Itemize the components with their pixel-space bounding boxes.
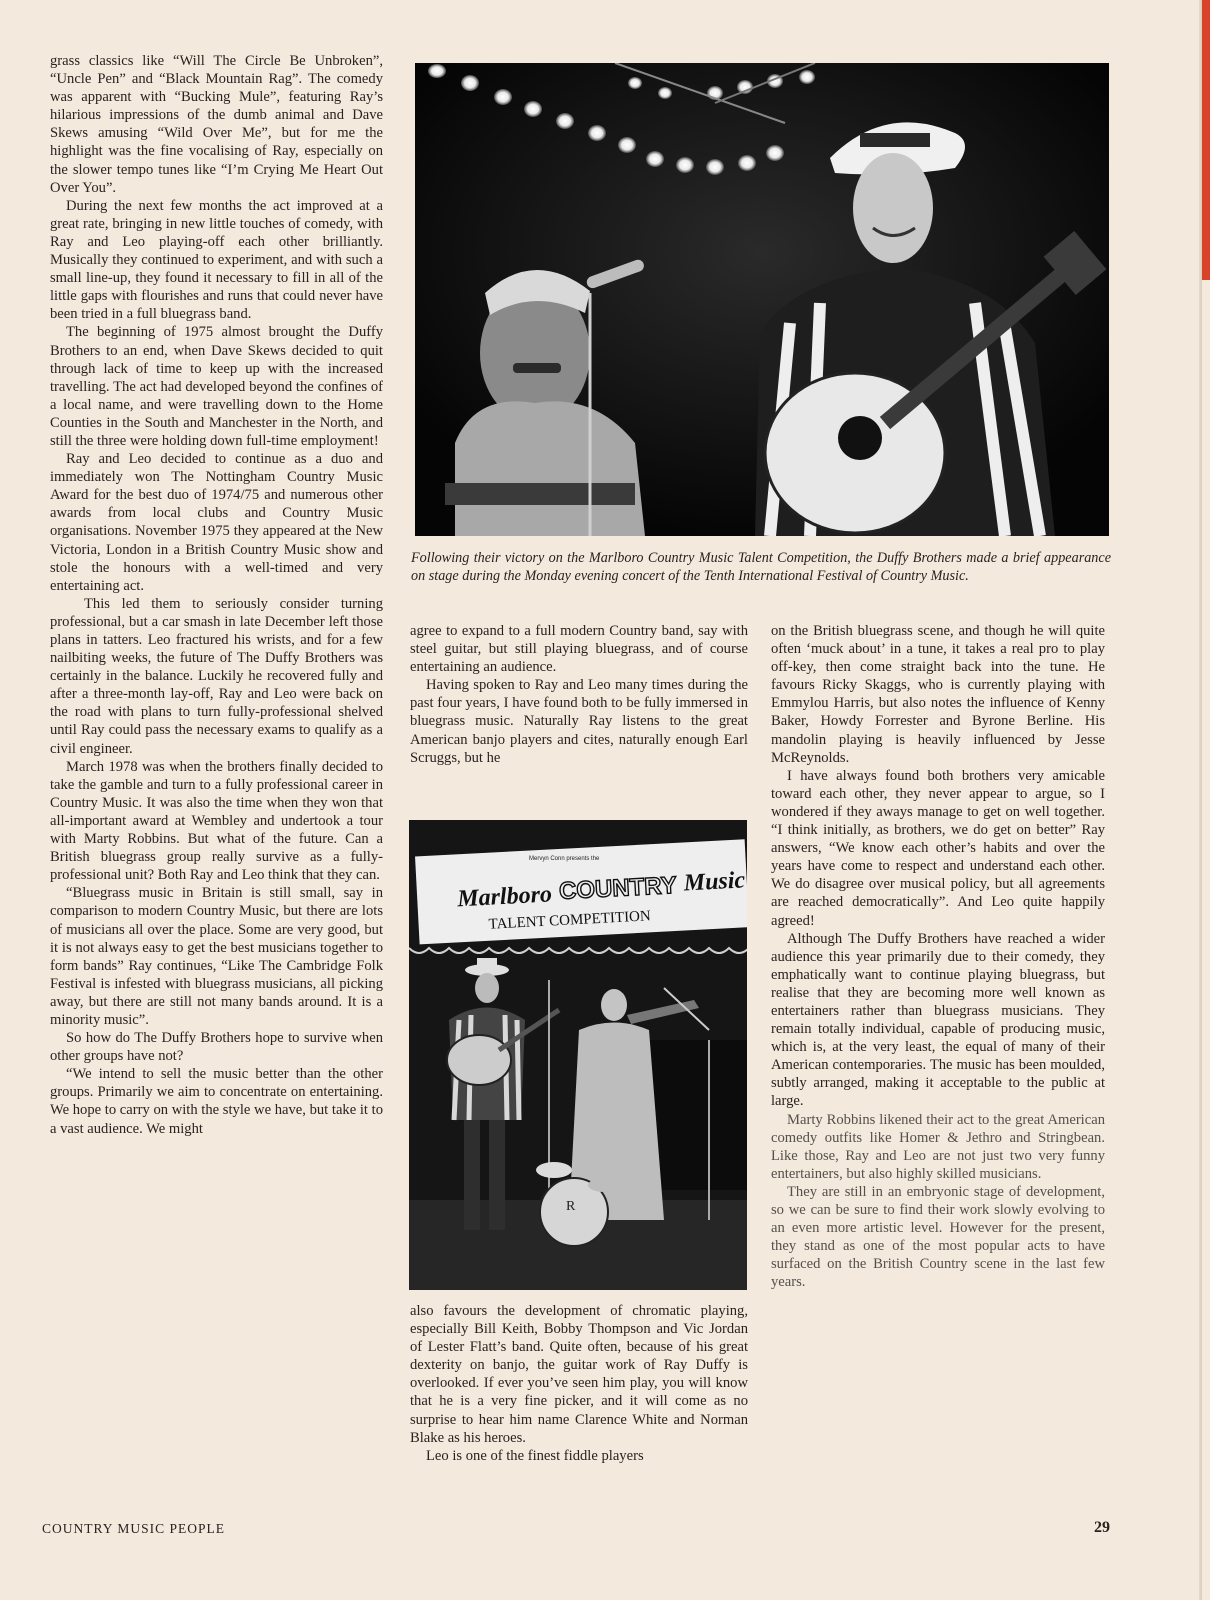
competition-stage-illustration [409,820,747,1290]
paragraph: So how do The Duffy Brothers hope to survive when other groups have not? [50,1030,383,1065]
paragraph: “Bluegrass music in Britain is still small, say in comparison to modern Country Music, but there are lots of musicians all over the place. Some are very good, but it is not always easy to get the best musicians together to form bands” Ray continues, “Like The Cambridge Folk Festival is infested with bluegrass musicians, all picking away, but there are still not many bands around. It is a minority music”. [50,885,383,1028]
paragraph: also favours the development of chromatic playing, especially Bill Keith, Bobby Thompson and Vic Jordan of Lester Flatt’s band. Quite often, because of his great dexterity on banjo, the guitar work of Ray Duffy is overlooked. If ever you’ve seen him play, you will know that he is a very fine picker, and it will come as no surprise to hear him name Clarence White and Norman Blake as his heroes. [410,1303,748,1446]
article-column-2-continued [410,1302,748,1465]
magazine-title: COUNTRY MUSIC PEOPLE [42,1521,226,1536]
paragraph: agree to expand to a full modern Country band, say with steel guitar, but still playing bluegrass, and of course entertaining an audience. [410,623,748,676]
paragraph: This led them to seriously consider turning professional, but a car smash in late December left those plans in tatters. Leo fractured his wrists, and for a few nailbiting weeks, the future of The Duffy Brothers was certainly in the balance. Luckily he recovered fully and after a three-month lay-off, Ray and Leo were back on the road with plans to turn fully-professional shelved until Ray could pass the necessary exams to qualify as a civil engineer. [50,595,383,757]
banner-presenter-text: Mervyn Conn presents the [529,856,600,862]
banner-country-text: COUNTRY [558,871,678,906]
paragraph: Having spoken to Ray and Leo many times during the past four years, I have found both to be fully immersed in bluegrass music. Naturally Ray listens to the great American banjo players and cites, naturally enough Earl Scruggs, but he [410,677,748,766]
paragraph: Marty Robbins likened their act to the great American comedy outfits like Homer & Jethro and Stringbean. Like those, Ray and Leo are not just two very funny entertainers, but also highly skilled musicians. [771,1111,1105,1182]
paragraph: Although The Duffy Brothers have reached a wider audience this year primarily due to their comedy, they emphatically want to continue playing bluegrass, but realise that they are becoming more well known as entertainers rather than bluegrass musicians. They remain totally individual, capable of producing music, which is, at the very least, the equal of many of their American contemporaries. The music has been moulded, subtly arranged, making it acceptable to the public at large. [771,930,1105,1110]
banner-subtitle-text: TALENT COMPETITION [488,908,652,933]
stage-photo-duffy-brothers [415,63,1109,536]
paragraph: They are still in an embryonic stage of development, so we can be sure to find their work slowly evolving to an even more artistic level. However for the present, they stand as one of the most popular acts to have surfaced on the British Country scene in the last few years. [771,1183,1105,1291]
paragraph: I have always found both brothers very amicable toward each other, they never appear to argue, so I wondered if they aways manage to get on well together. “I think initially, as brothers, we do get on better” Ray answers, “We know each other’s habits and over the years have come to respect and understand each other. We do disagree over musical policy, but all agreements are reached democratically”. And Leo quite happily agreed! [771,767,1105,929]
stage-photo-illustration [415,63,1109,536]
paragraph: on the British bluegrass scene, and though he will quite often ‘muck about’ in a tune, it takes a real pro to play off-key, then come straight back into the tune. He favours Ricky Skaggs, who is currently playing with Emmylou Harris, but also notes the influence of Kenny Baker, Howdy Forrester and Byrone Berline. His mandolin playing is heavily influenced by Jesse McReynolds. [771,623,1105,766]
page-number: 29 [1094,1519,1110,1536]
photo-caption: Following their victory on the Marlboro Country Music Talent Competition, the Duffy Brothers made a brief appearance on stage during the Monday evening concert of the Tenth International Festival of Country Music. [411,550,1111,585]
paragraph: Leo is one of the finest fiddle players [426,1447,644,1464]
paragraph: The beginning of 1975 almost brought the Duffy Brothers to an end, when Dave Skews decided to quit through lack of time to keep up with the increased travelling. The act had developed beyond the confines of a local name, and were travelling down to the Home Counties in the South and Manchester in the North, and still the three were holding down full-time employment! [50,324,383,449]
article-column-3 [771,622,1105,1291]
page-edge-color-tab [1202,0,1210,280]
banner-music-text: Music [683,867,746,897]
talent-competition-photo [409,820,747,1290]
paragraph: During the next few months the act improved at a great rate, bringing in new little touches of comedy, with Ray and Leo playing-off each other brilliantly. Musically they continued to experiment, and with such a small line-up, they found it necessary to fill in all of the little gaps with flourishes and runs that could never have been tried in a full bluegrass band. [50,197,383,323]
paragraph: grass classics like “Will The Circle Be Unbroken”, “Uncle Pen” and “Black Mountain Rag”. The comedy was apparent with “Bucking Mule”, featuring Ray’s hilarious impressions of the dumb animal and Dave Skews amusing “Wild Over Me”, but for me the highlight was the fine vocalising of Ray, especially on the slower tempo tunes like “I’m Crying Me Heart Out Over You”. [50,53,383,196]
paragraph: March 1978 was when the brothers finally decided to take the gamble and turn to a fully professional career in Country Music. It was also the time when they won that all-important award at Wembley and undertook a tour with Marty Robbins. But what of the future. Can a British bluegrass group really survive as a fully-professional unit? Both Ray and Leo think that they can. [50,758,383,884]
banner-brand-text: Marlboro [456,881,553,913]
article-column-2 [410,622,748,767]
drum-logo-text: R [566,1199,576,1214]
paragraph: “We intend to sell the music better than the other groups. Primarily we aim to concentrate on entertaining. We hope to carry on with the style we have, but take it to a vast audience. We might [50,1066,383,1137]
paragraph: Ray and Leo decided to continue as a duo and immediately won The Nottingham Country Music Award for the best duo of 1974/75 and numerous other awards from local clubs and Country Music organisations. November 1975 they appeared at the New Victoria, London in a British Country Music show and stole the honours with a well-timed and very entertaining act. [50,451,383,594]
article-column-1 [50,52,383,1138]
